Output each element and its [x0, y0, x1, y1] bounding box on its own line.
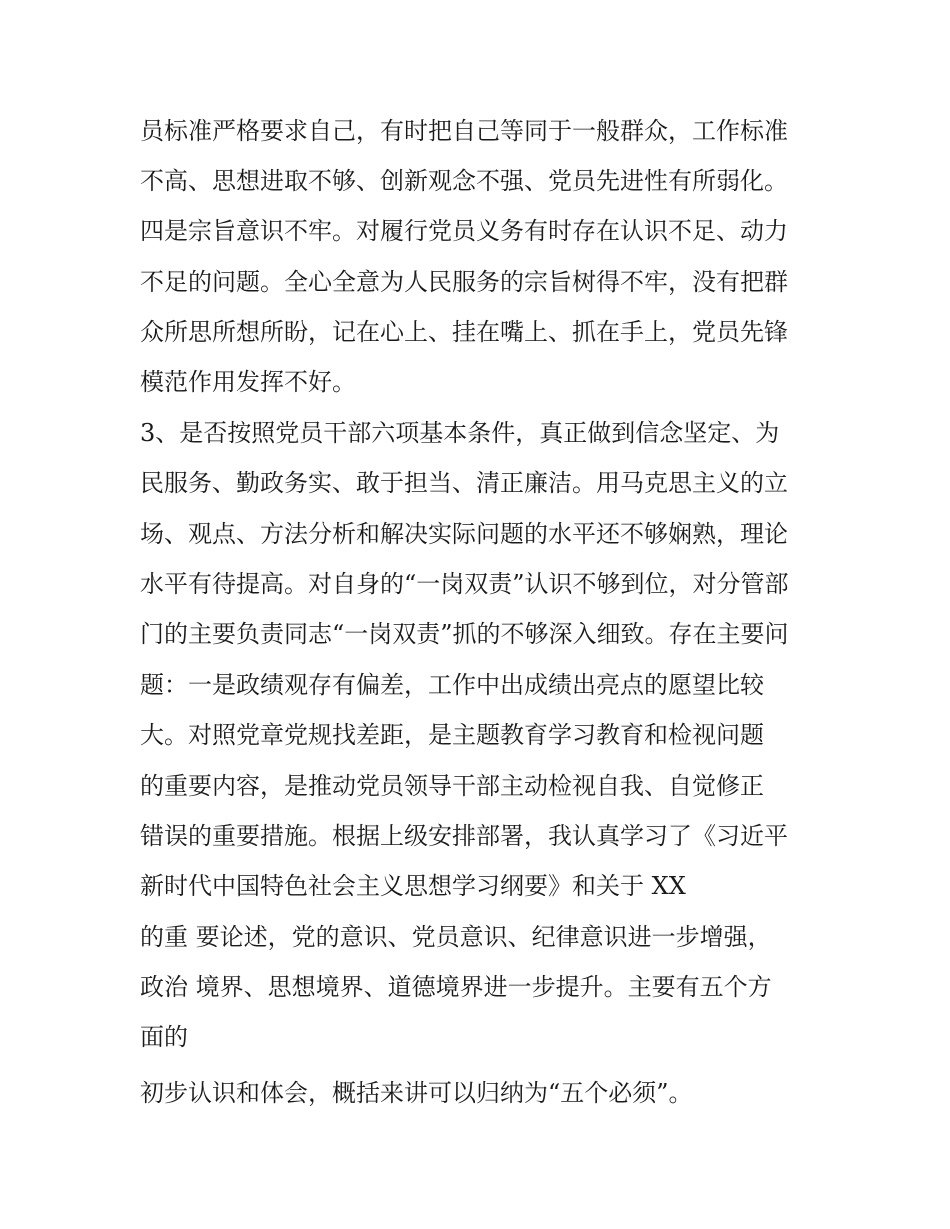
text-line-7: 3、是否按照党员干部六项基本条件，真正做到信念坚定、为 [140, 419, 780, 447]
text-line-9: 场、观点、方法分析和解决实际问题的水平还不够娴熟，理论 [140, 520, 788, 548]
text-line-4: 不足的问题。全心全意为人民服务的宗旨树得不牢，没有把群 [140, 268, 788, 296]
text-line-19: 面的 [140, 1023, 188, 1051]
text-line-11: 门的主要负责同志“一岗双责”抓的不够深入细致。存在主要问 [140, 620, 789, 648]
text-line-10: 水平有待提高。对自身的“一岗双责”认识不够到位，对分管部 [140, 570, 789, 598]
text-line-14: 的重要内容，是推动党员领导干部主动检视自我、自觉修正 [140, 772, 764, 800]
text-line-17: 的重 要论述，党的意识、党员意识、纪律意识进一步增强， [140, 923, 772, 951]
text-line-16: 新时代中国特色社会主义思想学习纲要》和关于 XX [140, 872, 686, 900]
text-line-15: 错误的重要措施。根据上级安排部署，我认真学习了《习近平 [140, 822, 788, 850]
text-line-12: 题：一是政绩观存有偏差，工作中出成绩出亮点的愿望比较 [140, 671, 764, 699]
text-line-5: 众所思所想所盼，记在心上、挂在嘴上、抓在手上，党员先锋 [140, 318, 788, 346]
text-line-1: 员标准严格要求自己，有时把自己等同于一般群众，工作标准 [140, 117, 788, 145]
text-line-13: 大。对照党章党规找差距，是主题教育学习教育和检视问题 [140, 721, 764, 749]
text-line-8: 民服务、勤政务实、敢于担当、清正廉洁。用马克思主义的立 [140, 469, 788, 497]
text-line-20: 初步认识和体会，概括来讲可以归纳为“五个必须”。 [140, 1079, 693, 1107]
text-line-18: 政治 境界、思想境界、道德境界进一步提升。主要有五个方 [140, 973, 772, 1001]
text-line-3: 四是宗旨意识不牢。对履行党员义务有时存在认识不足、动力 [140, 217, 788, 245]
text-line-6: 模范作用发挥不好。 [140, 368, 356, 396]
text-line-2: 不高、思想进取不够、创新观念不强、党员先进性有所弱化。 [140, 167, 788, 195]
